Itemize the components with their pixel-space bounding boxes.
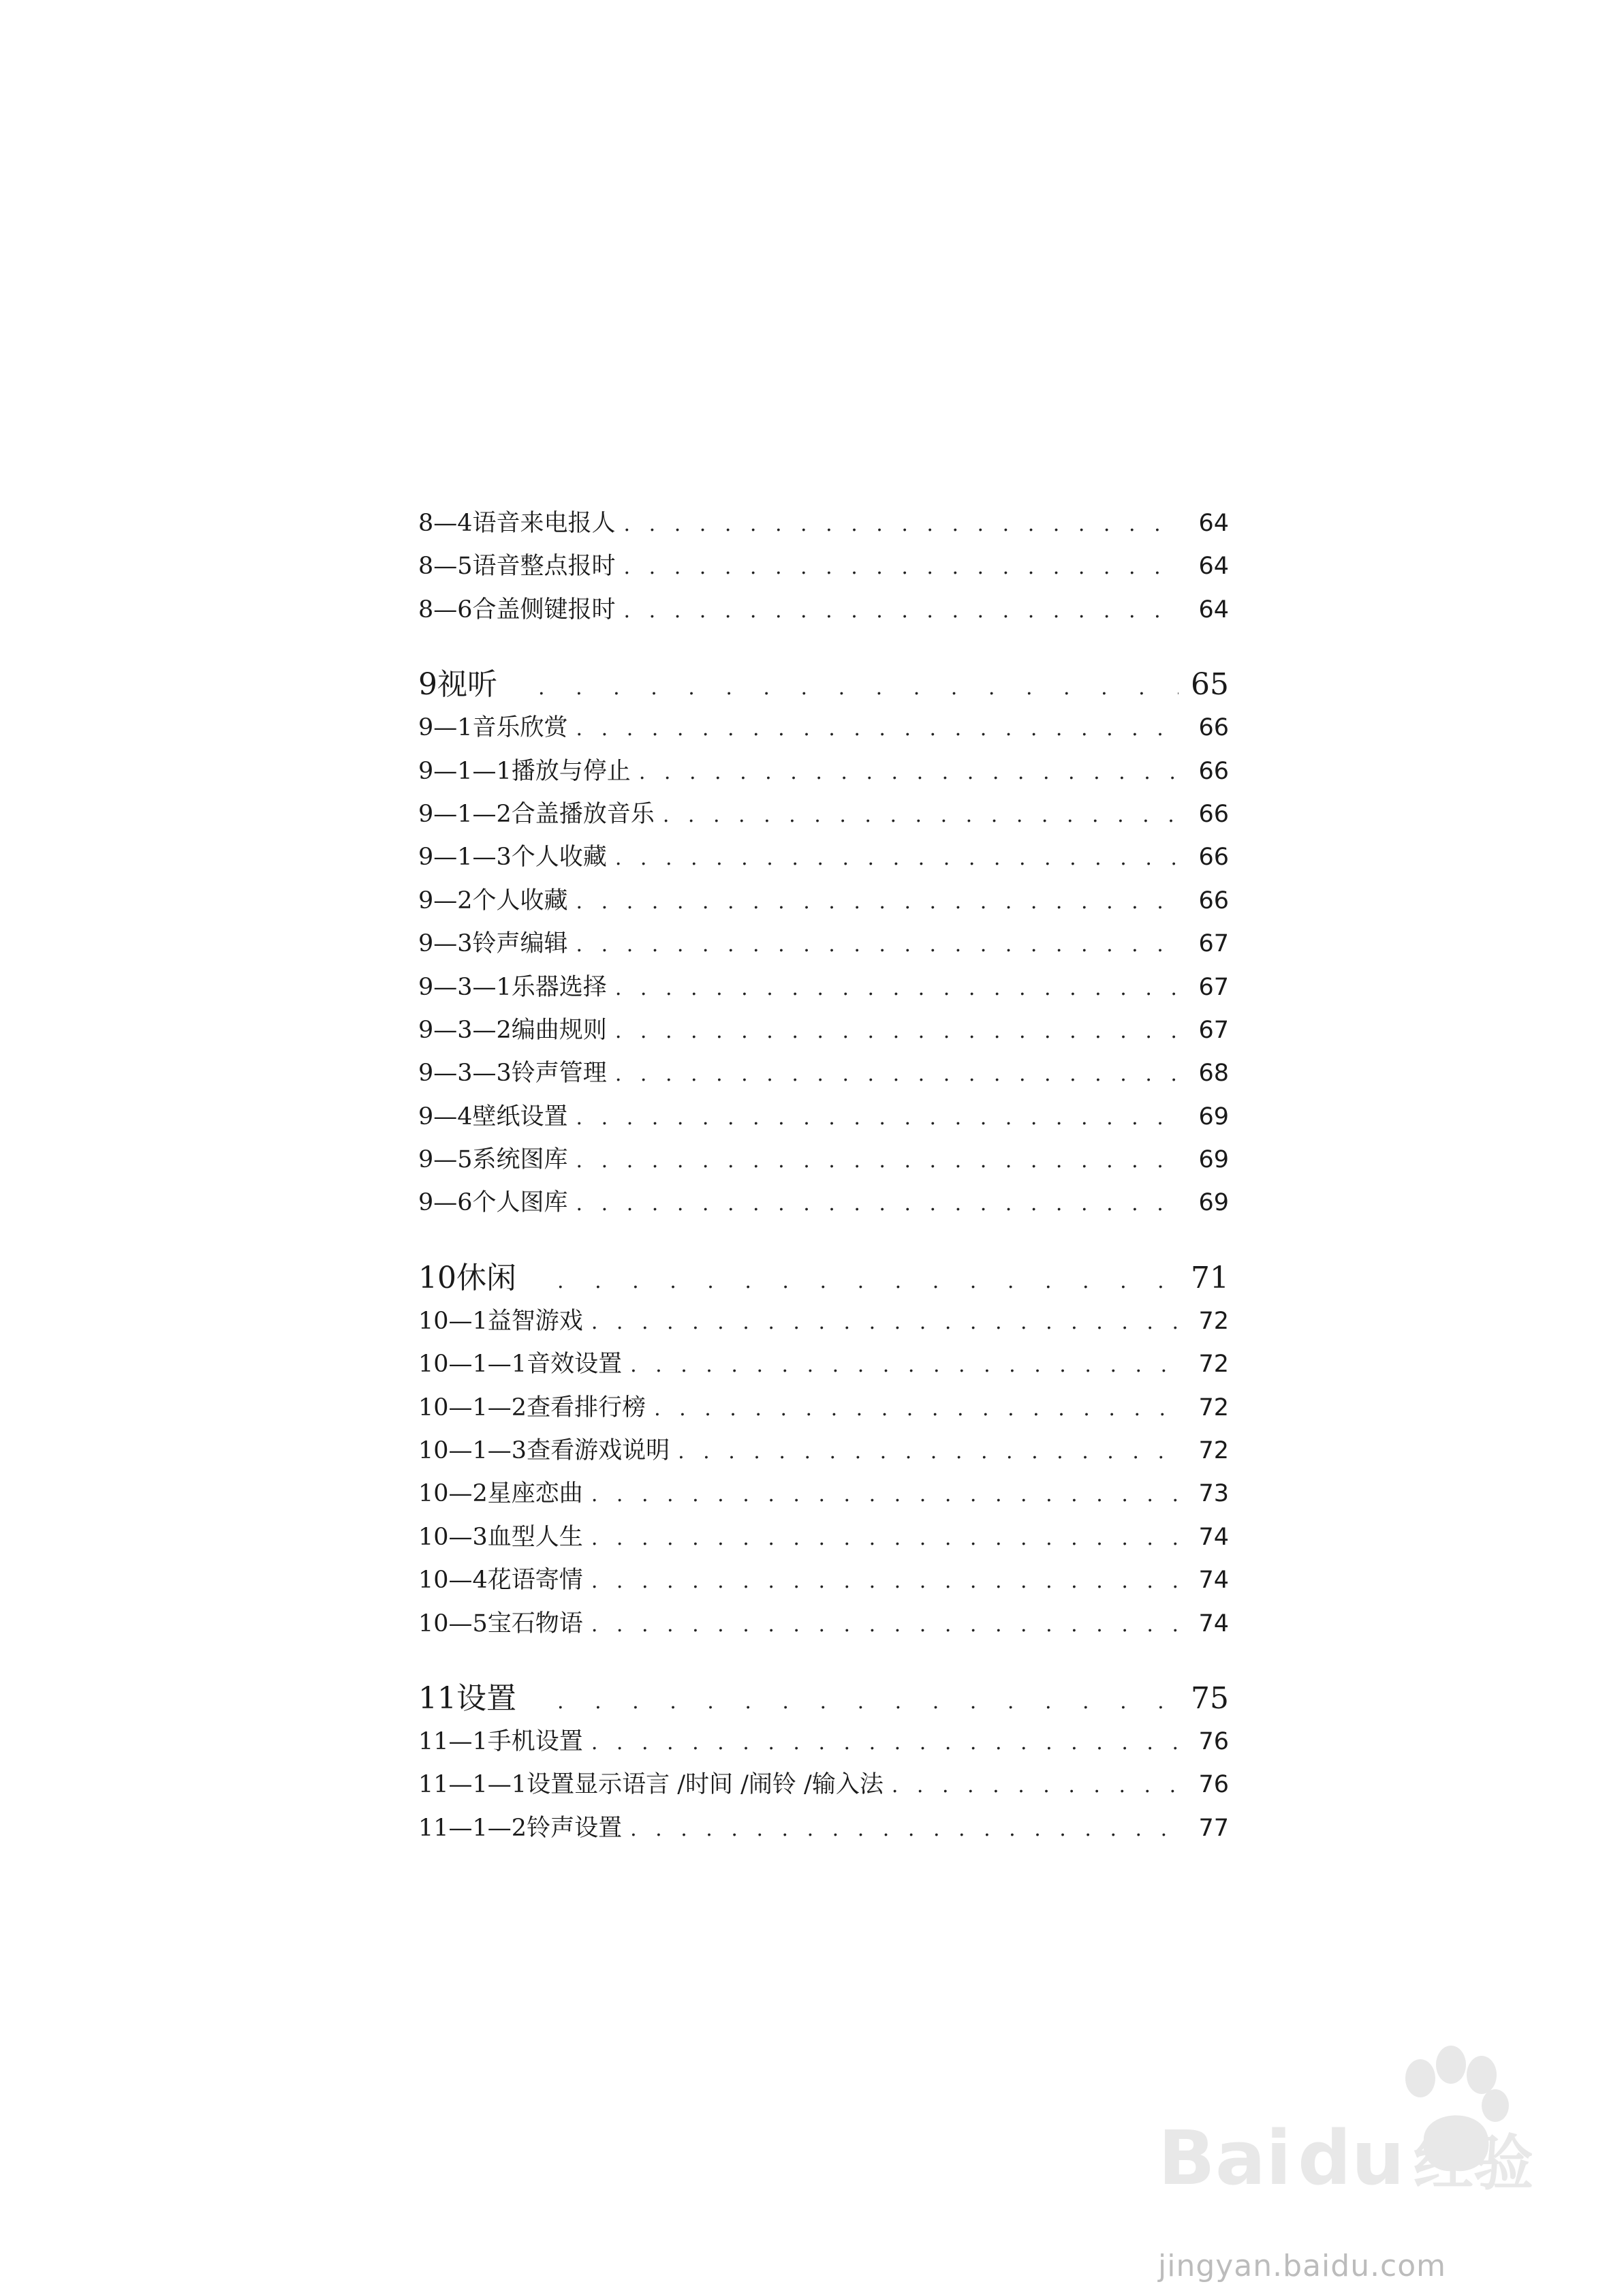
- toc-entry: [418, 591, 1229, 634]
- svg-text:du: du: [1298, 2114, 1405, 2202]
- toc-entry: [418, 1723, 1229, 1766]
- toc-page-number: 75: [1191, 1680, 1229, 1716]
- toc-page-number: 72: [1198, 1437, 1229, 1465]
- toc-entry-title: 11设置: [418, 1680, 516, 1716]
- toc-entry-title: 10—1—1音效设置: [418, 1351, 623, 1378]
- toc-dot-leader: [630, 1817, 1178, 1841]
- toc-page-number: 76: [1198, 1727, 1229, 1755]
- toc-dot-leader: [615, 976, 1178, 1000]
- toc-dot-leader: [576, 717, 1178, 741]
- table-of-contents: [418, 504, 1229, 1852]
- toc-entry-title: 9—3铃声编辑: [418, 930, 568, 958]
- toc-dot-leader: [557, 1269, 1178, 1293]
- toc-dot-leader: [615, 1062, 1178, 1086]
- toc-entry: [418, 1561, 1229, 1604]
- toc-entry: [418, 1141, 1229, 1184]
- toc-entry-title: 10—4花语寄情: [418, 1567, 583, 1595]
- toc-entry-title: 9—2个人收藏: [418, 887, 568, 914]
- toc-dot-leader: [663, 803, 1178, 827]
- toc-entry-title: 11—1—1设置显示语言 /时间 /闹铃 /输入法: [418, 1771, 884, 1799]
- toc-page-number: 73: [1198, 1480, 1229, 1508]
- toc-dot-leader: [624, 599, 1178, 623]
- watermark-url: jingyan.baidu.com: [1158, 2249, 1447, 2283]
- toc-entry-title: 10—2星座恋曲: [418, 1480, 583, 1508]
- toc-entry-title: 9—4壁纸设置: [418, 1103, 568, 1130]
- toc-chapter-entry: [418, 1674, 1229, 1723]
- toc-page-number: 68: [1198, 1060, 1229, 1088]
- toc-dot-leader: [576, 1106, 1178, 1130]
- toc-entry: [418, 1809, 1229, 1852]
- toc-dot-leader: [591, 1613, 1178, 1637]
- toc-entry-title: 11—1—2铃声设置: [418, 1814, 623, 1842]
- toc-entry: [418, 1098, 1229, 1141]
- toc-dot-leader: [624, 512, 1178, 536]
- toc-entry-title: 10休闲: [418, 1260, 516, 1295]
- toc-entry: [418, 968, 1229, 1011]
- toc-dot-leader: [557, 1690, 1178, 1714]
- svg-text:Bai: Bai: [1158, 2114, 1292, 2202]
- toc-page-number: 64: [1198, 510, 1229, 537]
- toc-page-number: 66: [1198, 714, 1229, 742]
- toc-dot-leader: [639, 760, 1178, 784]
- toc-dot-leader: [576, 890, 1178, 914]
- toc-entry: [418, 1605, 1229, 1648]
- toc-entry: [418, 752, 1229, 795]
- toc-entry: [418, 1389, 1229, 1432]
- toc-dot-leader: [624, 555, 1178, 579]
- toc-page-number: 65: [1191, 667, 1229, 703]
- baidu-paw-logo-icon: [1151, 2037, 1546, 2215]
- toc-page-number: 74: [1198, 1523, 1229, 1551]
- toc-page-number: 64: [1198, 553, 1229, 581]
- toc-entry-title: 10—3血型人生: [418, 1523, 583, 1551]
- toc-dot-leader: [576, 1149, 1178, 1173]
- toc-page-number: 67: [1198, 973, 1229, 1001]
- toc-dot-leader: [591, 1310, 1178, 1334]
- toc-dot-leader: [576, 933, 1178, 957]
- toc-entry: [418, 925, 1229, 968]
- toc-entry-title: 10—1—3查看游戏说明: [418, 1437, 670, 1465]
- toc-page-number: 66: [1198, 757, 1229, 785]
- toc-page-number: 72: [1198, 1307, 1229, 1335]
- toc-page-number: 66: [1198, 844, 1229, 872]
- toc-dot-leader: [591, 1569, 1178, 1593]
- toc-page-number: 74: [1198, 1609, 1229, 1637]
- toc-chapter-entry: [418, 1253, 1229, 1302]
- toc-page-number: 66: [1198, 800, 1229, 828]
- toc-entry-title: 10—1—2查看排行榜: [418, 1393, 646, 1421]
- toc-entry: [418, 709, 1229, 752]
- toc-entry: [418, 1345, 1229, 1388]
- toc-entry-title: 8—6合盖侧键报时: [418, 596, 616, 623]
- toc-entry-title: 9—6个人图库: [418, 1189, 568, 1217]
- toc-dot-leader: [615, 1019, 1178, 1043]
- toc-entry: [418, 1432, 1229, 1475]
- toc-dot-leader: [654, 1397, 1178, 1421]
- toc-page-number: 67: [1198, 930, 1229, 958]
- toc-entry: [418, 1518, 1229, 1561]
- toc-entry-title: 9—3—1乐器选择: [418, 973, 607, 1001]
- toc-entry: [418, 547, 1229, 590]
- toc-page-number: 66: [1198, 887, 1229, 914]
- toc-page-number: 71: [1191, 1260, 1229, 1295]
- toc-entry: [418, 1475, 1229, 1518]
- toc-entry-title: 8—5语音整点报时: [418, 553, 616, 581]
- toc-dot-leader: [538, 676, 1178, 700]
- toc-page-number: 69: [1198, 1146, 1229, 1174]
- toc-entry-title: 9—5系统图库: [418, 1146, 568, 1174]
- toc-entry-title: 10—5宝石物语: [418, 1609, 583, 1637]
- toc-entry-title: 9—1—3个人收藏: [418, 844, 607, 872]
- toc-entry-title: 9—3—2编曲规则: [418, 1016, 607, 1044]
- toc-entry: [418, 1011, 1229, 1054]
- toc-entry: [418, 1302, 1229, 1345]
- toc-entry-title: 9—1—1播放与停止: [418, 757, 631, 785]
- toc-chapter-entry: [418, 660, 1229, 709]
- toc-dot-leader: [892, 1774, 1178, 1798]
- toc-page-number: 67: [1198, 1016, 1229, 1044]
- toc-entry: [418, 1054, 1229, 1097]
- toc-dot-leader: [576, 1192, 1178, 1216]
- toc-entry-title: 9视听: [418, 667, 497, 703]
- toc-dot-leader: [591, 1483, 1178, 1507]
- toc-dot-leader: [591, 1731, 1178, 1755]
- toc-dot-leader: [591, 1526, 1178, 1550]
- toc-page-number: 72: [1198, 1393, 1229, 1421]
- toc-entry-title: 10—1益智游戏: [418, 1307, 583, 1335]
- toc-dot-leader: [678, 1440, 1178, 1464]
- svg-text:经验: 经验: [1414, 2128, 1534, 2198]
- toc-entry: [418, 882, 1229, 925]
- toc-page-number: 64: [1198, 596, 1229, 623]
- toc-entry-title: 8—4语音来电报人: [418, 510, 616, 537]
- toc-entry-title: 9—3—3铃声管理: [418, 1060, 607, 1088]
- toc-page-number: 76: [1198, 1771, 1229, 1799]
- toc-entry-title: 9—1音乐欣赏: [418, 714, 568, 742]
- toc-entry: [418, 1766, 1229, 1808]
- toc-entry: [418, 795, 1229, 838]
- baidu-jingyan-watermark: [1151, 2037, 1546, 2215]
- toc-dot-leader: [630, 1353, 1178, 1377]
- toc-entry-title: 11—1手机设置: [418, 1727, 583, 1755]
- toc-page-number: 74: [1198, 1567, 1229, 1595]
- toc-entry: [418, 1184, 1229, 1227]
- toc-entry-title: 9—1—2合盖播放音乐: [418, 800, 655, 828]
- toc-dot-leader: [615, 846, 1178, 870]
- toc-page-number: 72: [1198, 1351, 1229, 1378]
- toc-entry: [418, 838, 1229, 881]
- toc-page-number: 77: [1198, 1814, 1229, 1842]
- toc-page-number: 69: [1198, 1189, 1229, 1217]
- toc-page-number: 69: [1198, 1103, 1229, 1130]
- toc-entry: [418, 504, 1229, 547]
